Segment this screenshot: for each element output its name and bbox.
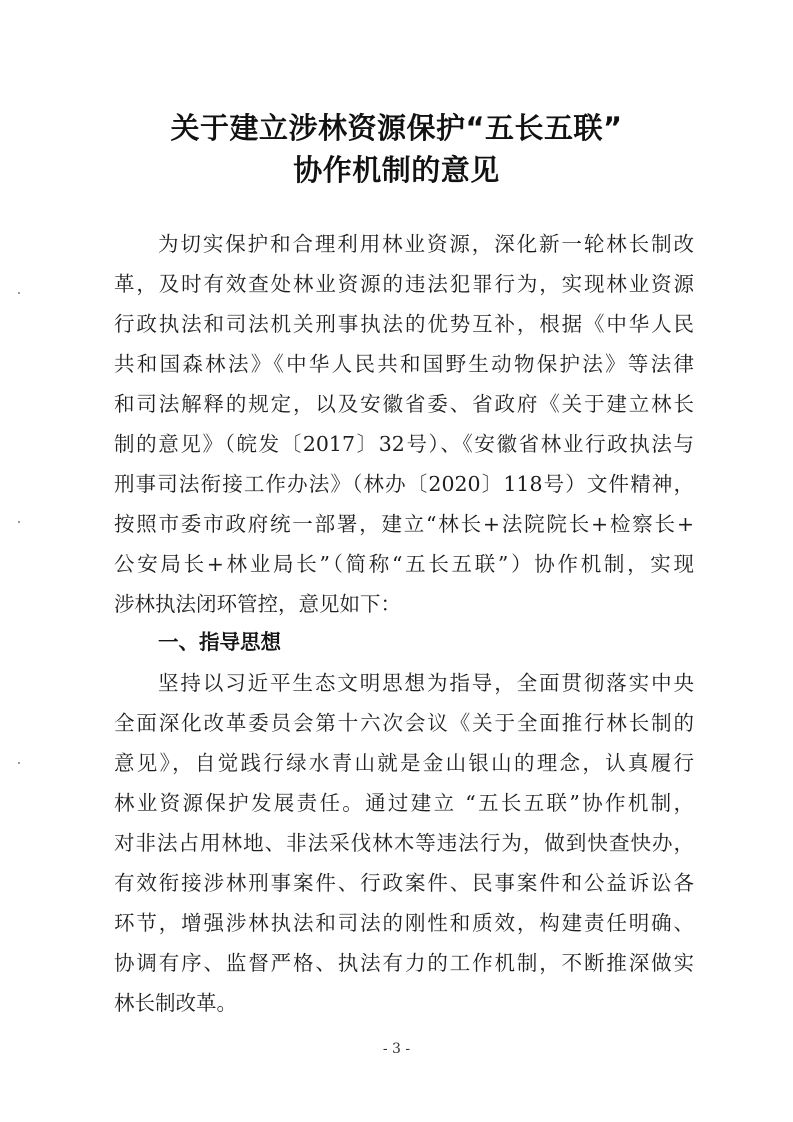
scan-mark — [18, 292, 20, 294]
paragraph-line: 公安局长+林业局长”（简称“五长五联”）协作机制，实现 — [114, 552, 694, 576]
paragraph-line: 有效衔接涉林刑事案件、行政案件、民事案件和公益诉讼各 — [114, 871, 694, 895]
paragraph-line: 行政执法和司法机关刑事执法的优势互补，根据《中华人民 — [114, 312, 694, 336]
paragraph-line: 对非法占用林地、非法采伐林木等违法行为，做到快查快办， — [114, 831, 694, 855]
paragraph-line: 为切实保护和合理利用林业资源，深化新一轮林长制改 — [158, 232, 694, 256]
paragraph-line: 林长制改革。 — [114, 991, 237, 1015]
document-title-line-1: 关于建立涉林资源保护“五长五联” — [170, 111, 623, 145]
paragraph-line: 协调有序、监督严格、执法有力的工作机制，不断推深做实 — [114, 951, 694, 975]
paragraph-line: 涉林执法闭环管控，意见如下： — [114, 592, 401, 616]
page-number: - 3 - — [382, 1041, 411, 1057]
paragraph-line: 全面深化改革委员会第十六次会议《关于全面推行林长制的 — [114, 711, 694, 735]
paragraph-line: 和司法解释的规定，以及安徽省委、省政府《关于建立林长 — [114, 392, 694, 416]
paragraph-line: 革，及时有效查处林业资源的违法犯罪行为，实现林业资源 — [114, 272, 694, 296]
paragraph-line: 环节，增强涉林执法和司法的刚性和质效，构建责任明确、 — [114, 911, 694, 935]
scan-mark — [18, 521, 20, 523]
paragraph-line: 制的意见》（皖发〔2017〕32号）、《安徽省林业行政执法与 — [114, 432, 694, 456]
scan-mark — [18, 762, 20, 764]
paragraph-line: 按照市委市政府统一部署，建立“林长+法院院长+检察长+ — [114, 512, 694, 536]
paragraph-line: 刑事司法衔接工作办法》（林办〔2020〕118号）文件精神， — [114, 472, 694, 496]
paragraph-line: 林业资源保护发展责任。通过建立 “五长五联”协作机制， — [114, 791, 694, 815]
section-heading: 一、指导思想 — [158, 630, 281, 654]
paragraph-line: 意见》，自觉践行绿水青山就是金山银山的理念，认真履行 — [114, 751, 694, 775]
document-title-line-2: 协作机制的意见 — [293, 153, 500, 187]
paragraph-line: 坚持以习近平生态文明思想为指导，全面贯彻落实中央 — [158, 671, 694, 695]
paragraph-line: 共和国森林法》《中华人民共和国野生动物保护法》等法律 — [114, 352, 694, 376]
